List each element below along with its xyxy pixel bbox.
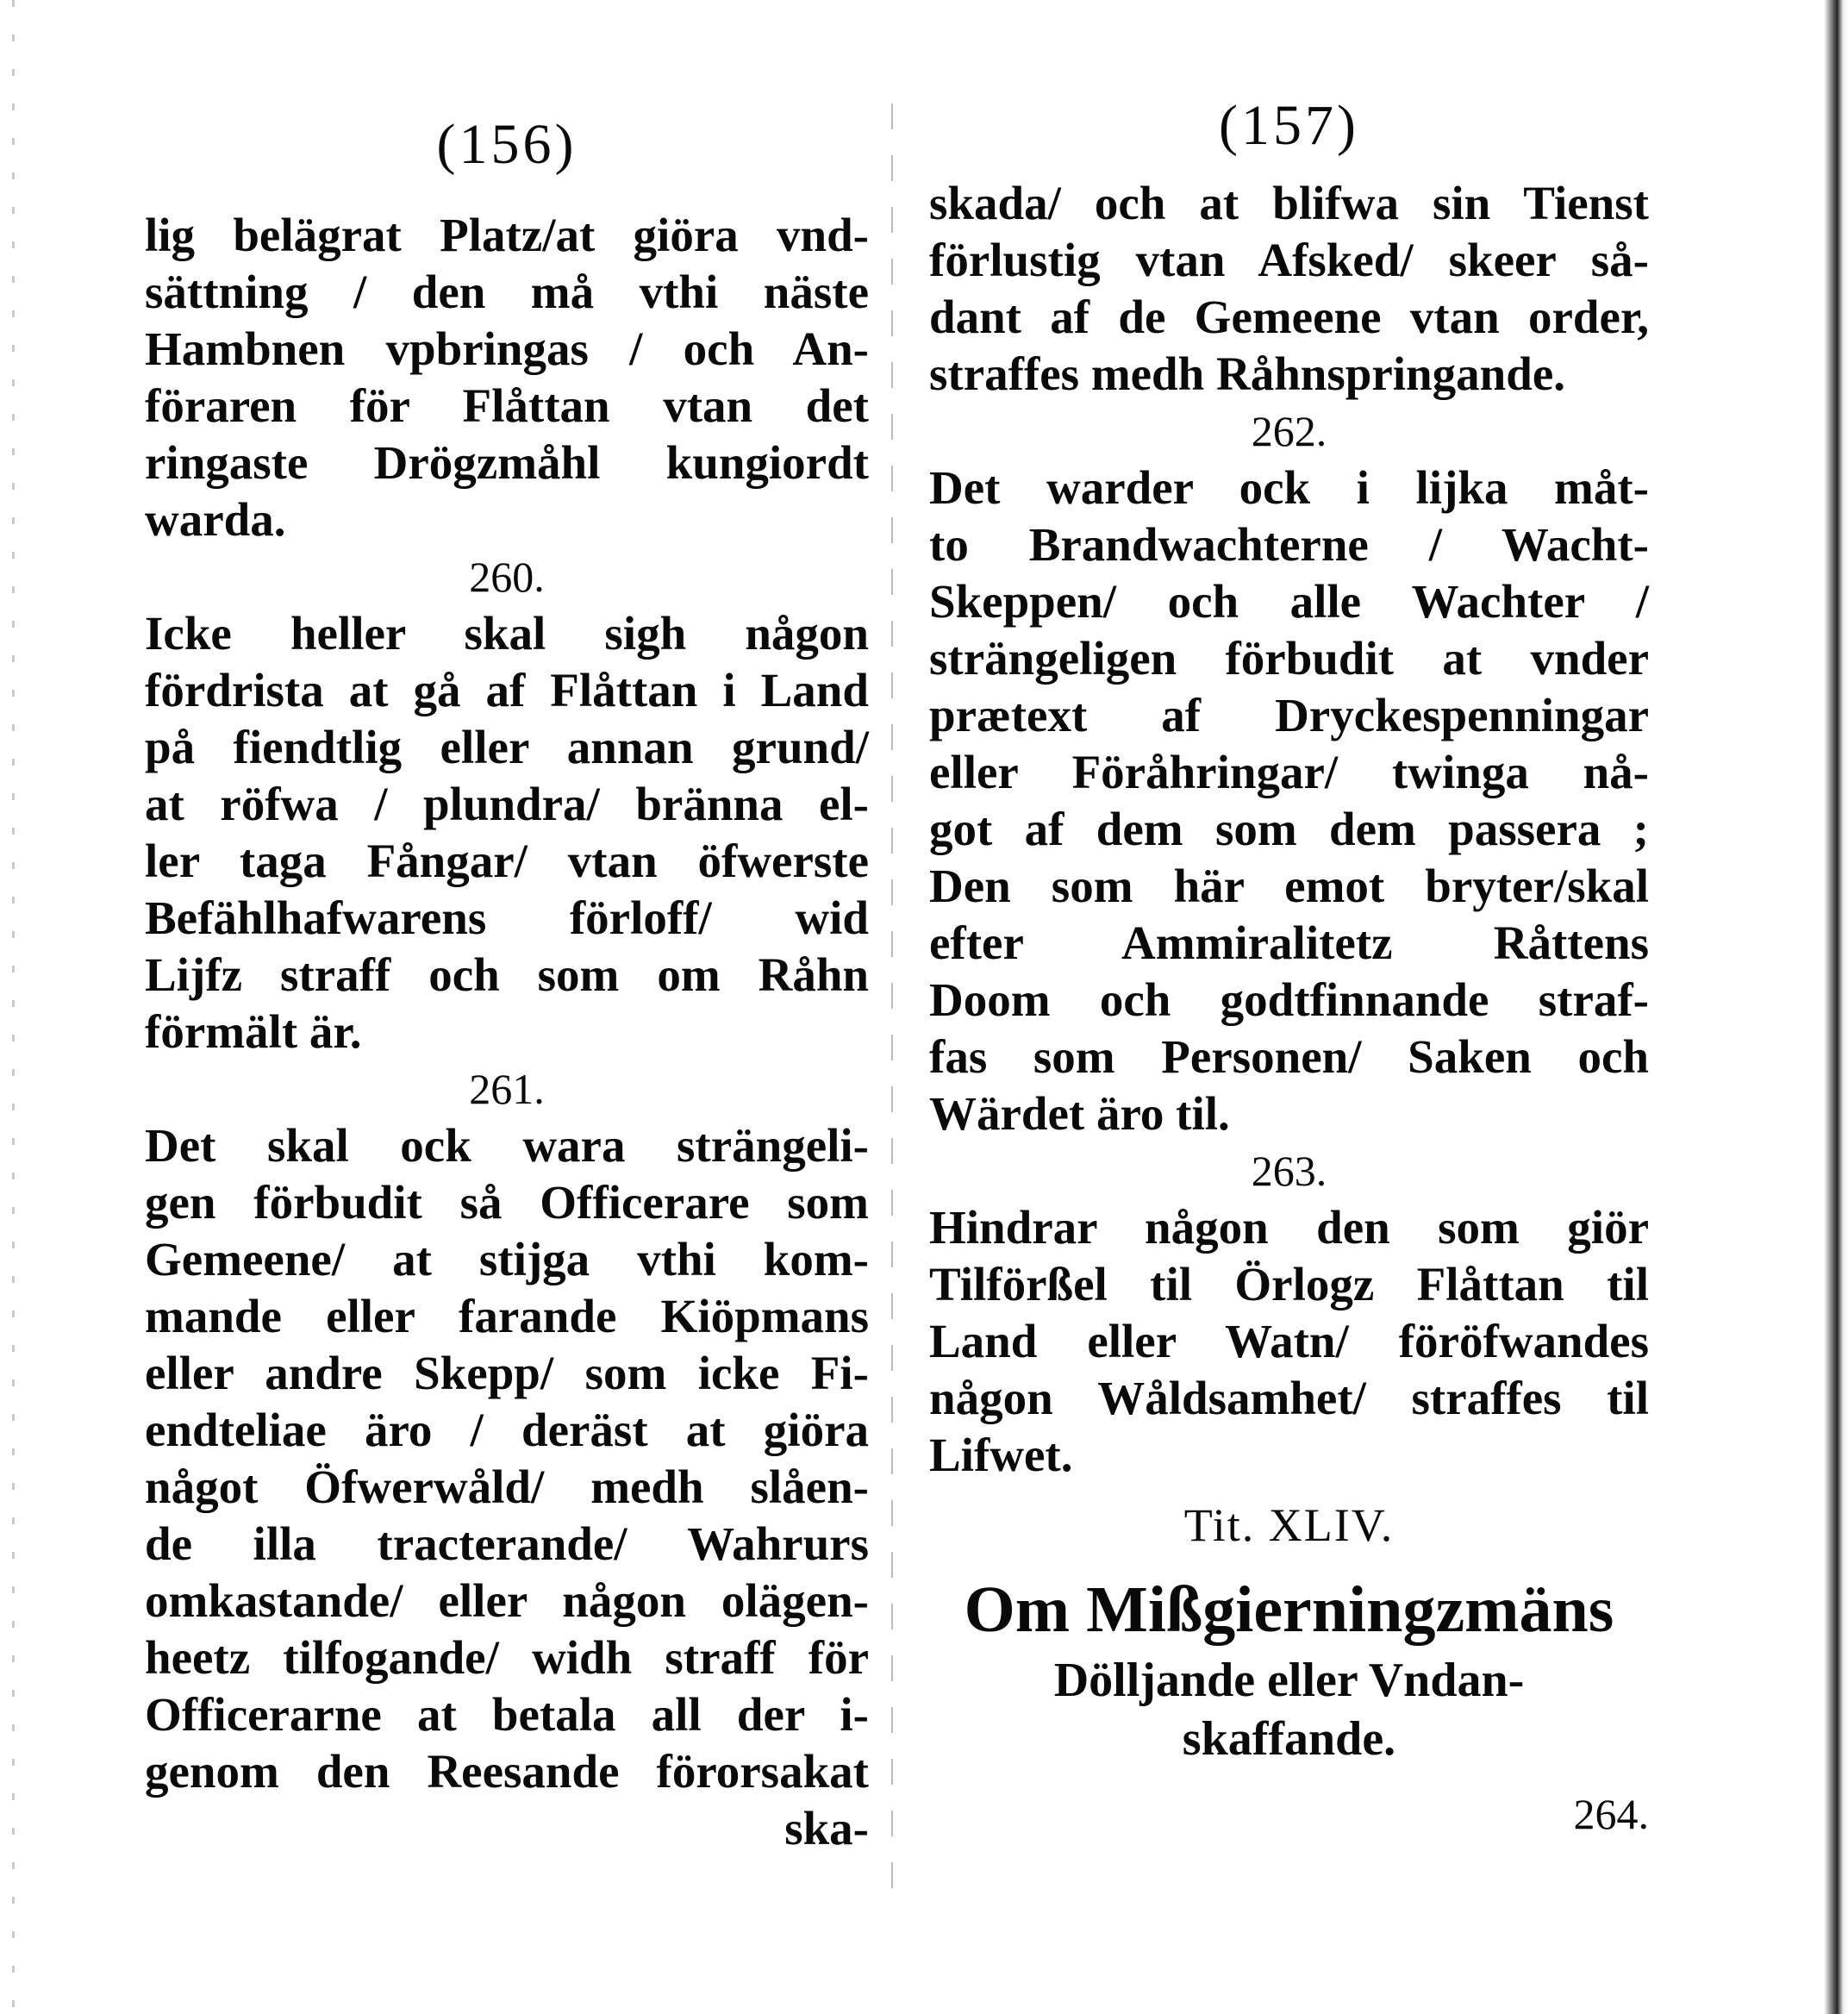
text-line: Befählhafwarens förloff/ wid bbox=[145, 891, 869, 944]
text-line: eller Föråhringar/ twinga nå- bbox=[929, 746, 1649, 798]
text-line: Hindrar någon den som giör bbox=[929, 1201, 1649, 1254]
chapter-subtitle: Dölljande eller Vndan- bbox=[1053, 1654, 1525, 1707]
text-line: efter Ammiralitetz Råttens bbox=[929, 916, 1649, 969]
text-line: omkastande/ eller någon olägen- bbox=[145, 1574, 869, 1627]
text-line: lig belägrat Platz/at giöra vnd- bbox=[145, 209, 869, 261]
text-line: Det warder ock i lijka måt- bbox=[929, 461, 1649, 514]
title-number: Tit. XLIV. bbox=[1183, 1499, 1395, 1551]
text-line: Doom och godtfinnande straf- bbox=[929, 973, 1649, 1026]
left-page-text bbox=[145, 207, 869, 1857]
catchword: ska- bbox=[784, 1802, 869, 1855]
text-line: strängeligen förbudit at vnder bbox=[929, 632, 1649, 685]
section-number: 261. bbox=[469, 1065, 545, 1113]
page-number: (157) bbox=[1219, 94, 1359, 157]
text-line: Wärdet äro til. bbox=[929, 1087, 1230, 1140]
page-edge-right bbox=[1824, 0, 1848, 2014]
text-line: mande eller farande Kiöpmans bbox=[145, 1290, 869, 1342]
text-line: Den som här emot bryter/skal bbox=[929, 860, 1649, 912]
text-line: sättning / den må vthi näste bbox=[145, 266, 869, 318]
text-line: dant af de Gemeene vtan order, bbox=[929, 291, 1649, 343]
text-line: gen förbudit så Officerare som bbox=[145, 1176, 869, 1229]
text-line: fördrista at gå af Flåttan i Land bbox=[145, 664, 869, 716]
text-line: Icke heller skal sigh någon bbox=[145, 607, 869, 660]
text-line: Skeppen/ och alle Wachter / bbox=[929, 575, 1649, 628]
text-line: ler taga Fångar/ vtan öfwerste bbox=[145, 835, 869, 887]
page-edge-left bbox=[12, 0, 15, 2014]
text-line: genom den Reesande förorsakat bbox=[145, 1745, 869, 1798]
chapter-subtitle: skaffande. bbox=[1182, 1712, 1396, 1766]
section-number: 263. bbox=[1251, 1147, 1327, 1195]
chapter-title: Om Mißgierningzmäns bbox=[964, 1573, 1614, 1646]
text-line: Det skal ock wara strängeli- bbox=[145, 1119, 869, 1172]
text-line: ringaste Drögzmåhl kungiordt bbox=[145, 436, 869, 489]
section-number: 264. bbox=[1573, 1790, 1649, 1838]
text-line: Tilförßel til Örlogz Flåttan til bbox=[929, 1258, 1649, 1310]
text-line: at röfwa / plundra/ bränna el- bbox=[145, 778, 869, 830]
section-number: 262. bbox=[1251, 407, 1327, 455]
text-line: prætext af Dryckespenningar bbox=[929, 689, 1649, 741]
text-line: skada/ och at blifwa sin Tienst bbox=[929, 177, 1649, 229]
text-line: endteliae äro / deräst at giöra bbox=[145, 1404, 869, 1456]
section-number: 260. bbox=[469, 553, 545, 601]
page-number: (156) bbox=[436, 113, 578, 176]
text-line: eller andre Skepp/ som icke Fi- bbox=[145, 1347, 869, 1399]
text-line: Gemeene/ at stijga vthi kom- bbox=[145, 1233, 869, 1285]
text-line: på fiendtlig eller annan grund/ bbox=[145, 721, 869, 773]
text-line: något Öfwerwåld/ medh slåen- bbox=[145, 1460, 869, 1513]
text-line: förmält är. bbox=[145, 1005, 362, 1058]
text-line: Officerarne at betala all der i- bbox=[145, 1688, 869, 1741]
text-line: Land eller Watn/ föröfwandes bbox=[929, 1315, 1649, 1367]
text-line: de illa tracterande/ Wahrurs bbox=[145, 1517, 869, 1570]
right-page-text bbox=[929, 175, 1649, 1842]
text-line: föraren för Flåttan vtan det bbox=[145, 379, 869, 432]
book-gutter bbox=[891, 103, 893, 1914]
text-line: Lifwet. bbox=[929, 1429, 1073, 1481]
text-line: got af dem som dem passera ; bbox=[929, 803, 1649, 855]
text-line: förlustig vtan Afsked/ skeer så- bbox=[929, 234, 1649, 286]
text-line: Hambnen vpbringas / och An- bbox=[145, 322, 869, 375]
text-line: fas som Personen/ Saken och bbox=[929, 1030, 1649, 1083]
text-line: straffes medh Råhnspringande. bbox=[929, 347, 1565, 400]
text-line: någon Wåldsamhet/ straffes til bbox=[929, 1372, 1649, 1424]
text-line: heetz tilfogande/ widh straff för bbox=[145, 1631, 869, 1684]
text-line: Lijfz straff och som om Råhn bbox=[145, 948, 869, 1001]
text-line: to Brandwachterne / Wacht- bbox=[929, 518, 1649, 571]
text-line: warda. bbox=[145, 493, 286, 546]
